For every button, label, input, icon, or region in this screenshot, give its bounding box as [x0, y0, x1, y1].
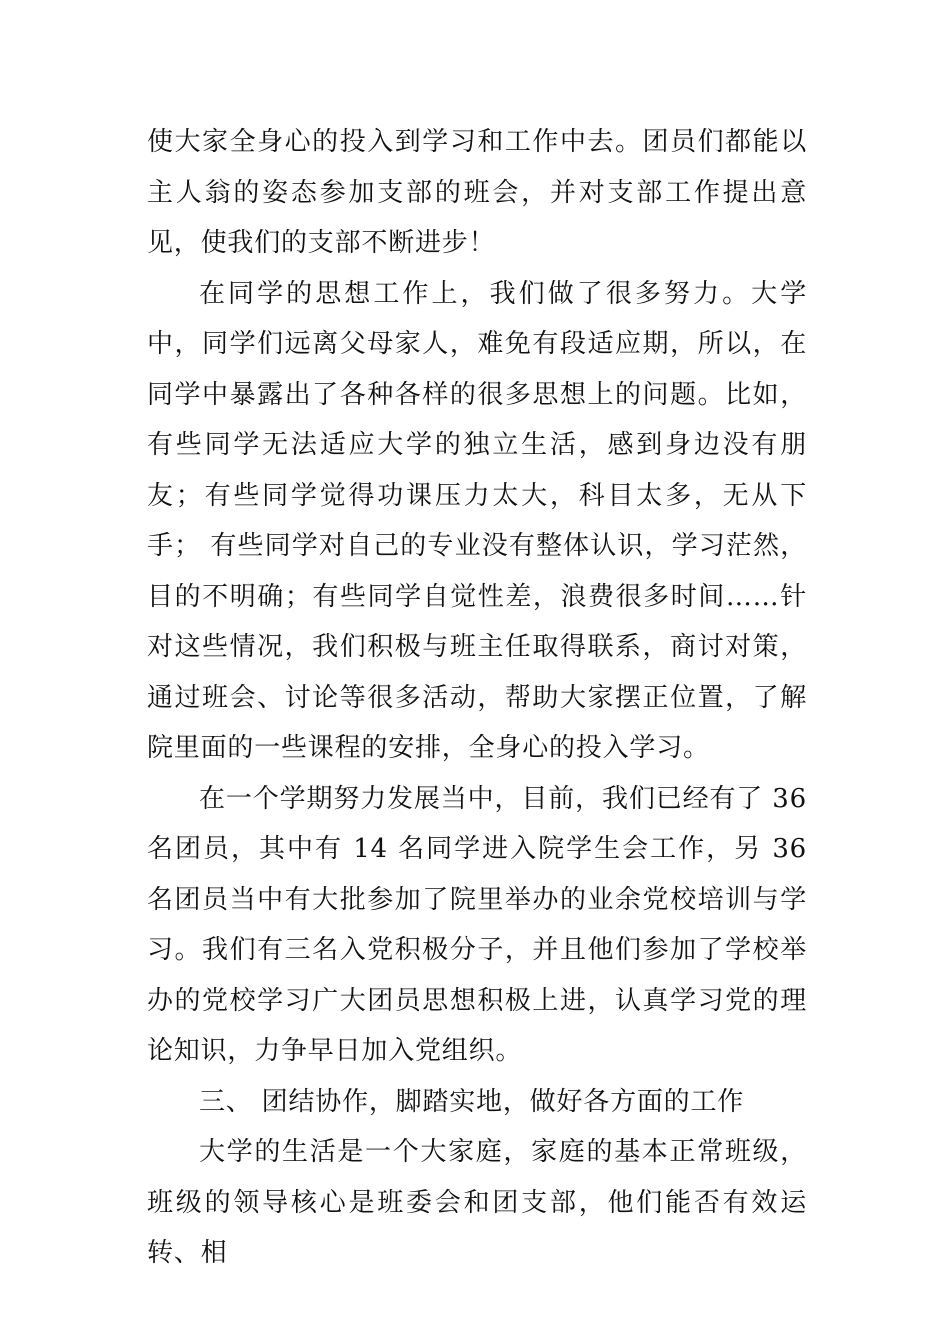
section-heading: 三、 团结协作，脚踏实地，做好各方面的工作: [199, 1086, 745, 1117]
paragraph-thought-work: 在同学的思想工作上，我们做了很多努力。大学中，同学们远离父母家人，难免有段适应期，所以，在同学中暴露出了各种各样的很多思想上的问题。比如，有些同学无法适应大学的独立生活，感到身边没有朋友；有些同学觉得功课压力太大，科目太多，无从下手； 有些同学对自己的专业没有整体认识，学习茫然，目的不明确；有些同学自觉性差，浪费很多时间……针对这些情况，我们积极与班主任取得联系，商讨对策，通过班会、讨论等很多活动，帮助大家摆正位置，了解院里面的一些课程的安排，全身心的投入学习。: [147, 278, 807, 763]
paragraph-membership: 在一个学期努力发展当中，目前，我们已经有了 36 名团员，其中有 14 名同学进入院学生会工作，另 36 名团员当中有大批参加了院里举办的业余党校培训与学习。我们有三名入党积极分子，并且他们参加了学校举办的党校学习广大团员思想积极上进，认真学习党的理论知识，力争早日加入党组织。: [147, 783, 807, 1066]
body-text: [147, 117, 807, 1279]
paragraph-continuation: 使大家全身心的投入到学习和工作中去。团员们都能以主人翁的姿态参加支部的班会，并对支部工作提出意见，使我们的支部不断进步！: [147, 127, 807, 258]
paragraph-class-life: 大学的生活是一个大家庭，家庭的基本正常班级，班级的领导核心是班委会和团支部，他们能否有效运转、相: [147, 1137, 807, 1268]
